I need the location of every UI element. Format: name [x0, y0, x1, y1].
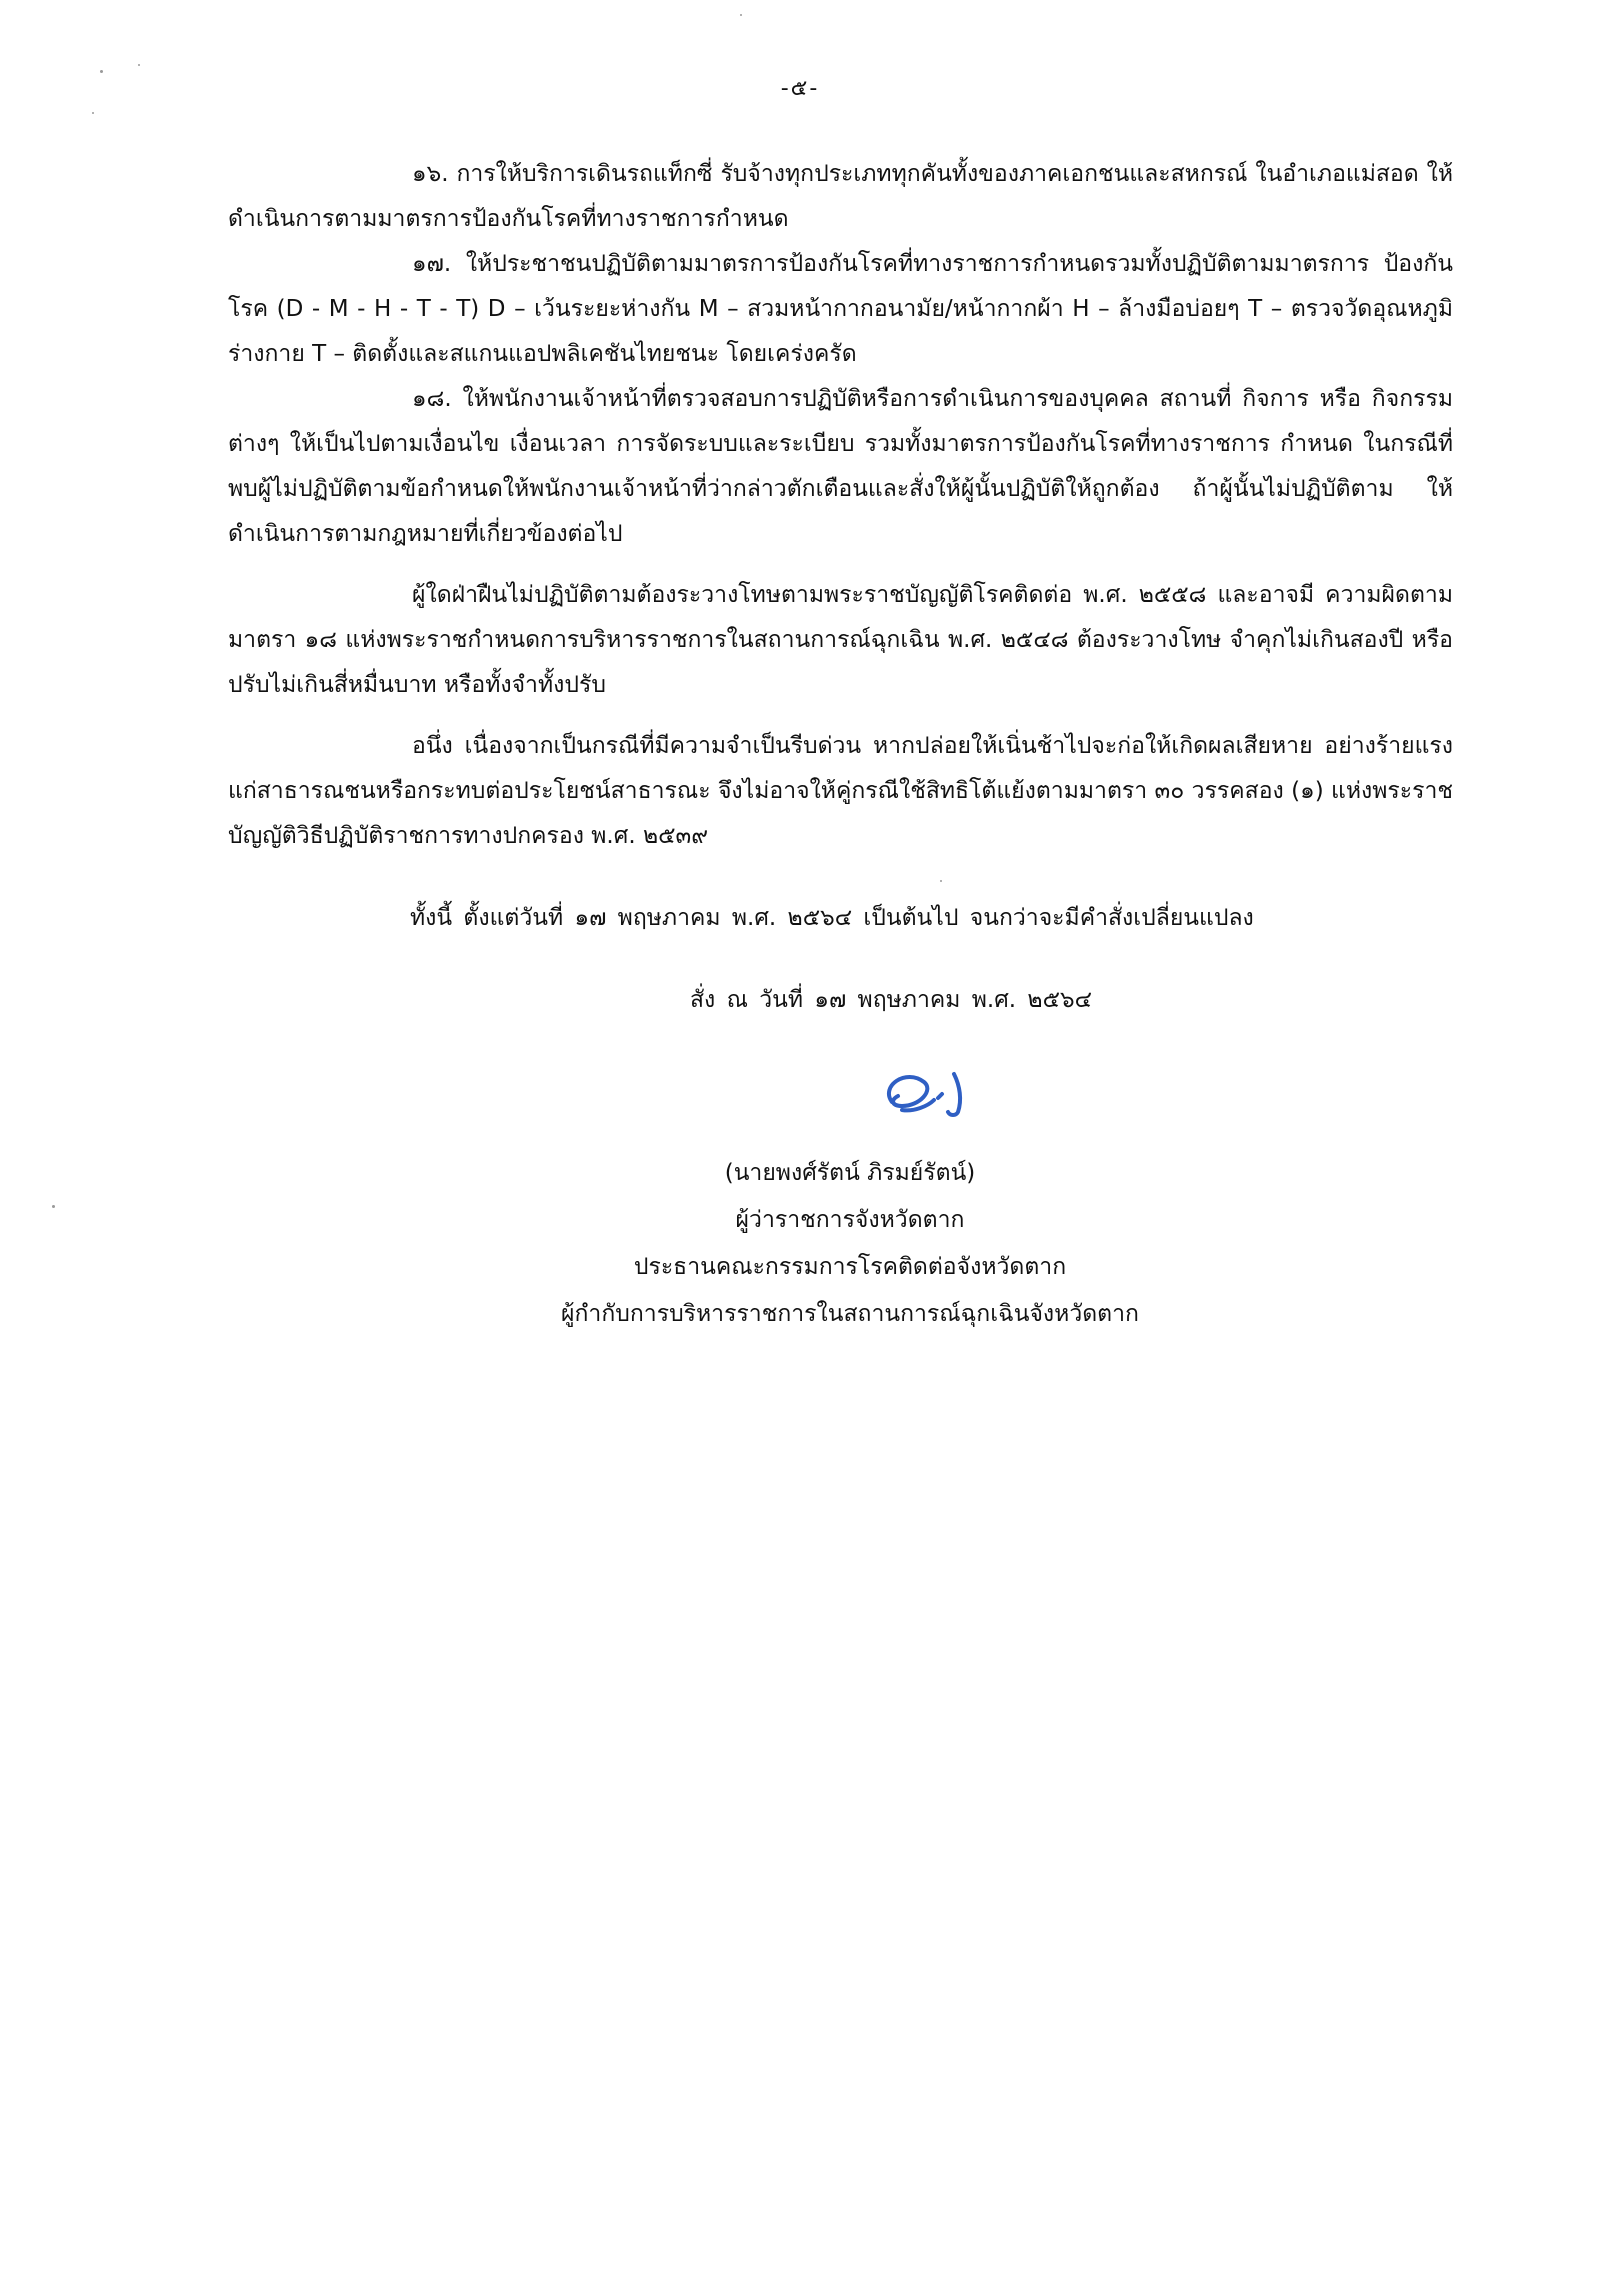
- scan-speck: [138, 64, 140, 66]
- page-number: -๕-: [780, 76, 820, 101]
- scan-speck: [92, 112, 94, 114]
- signatory-title-committee: ประธานคณะกรรมการโรคติดต่อจังหวัดตาก: [633, 1254, 1067, 1280]
- scan-speck: [940, 880, 942, 882]
- scan-speck: [52, 1205, 55, 1208]
- scan-speck: [740, 14, 742, 16]
- order-date-line: สั่ง ณ วันที่ ๑๗ พฤษภาคม พ.ศ. ๒๕๖๔: [690, 987, 1092, 1013]
- clause-16: ๑๖. การให้บริการเดินรถแท็กซี่ รับจ้างทุกประเภททุกคันทั้งของภาคเอกชนและสหกรณ์ ในอำเภอแม่สอด ให้ดำเนินการตามมาตรการป้องกันโรคที่ทางราชการกำหนด: [228, 161, 1453, 232]
- document-body: [228, 152, 1453, 859]
- scan-speck: [100, 70, 103, 73]
- effective-date-line: ทั้งนี้ ตั้งแต่วันที่ ๑๗ พฤษภาคม พ.ศ. ๒๕๖๔ เป็นต้นไป จนกว่าจะมีคำสั่งเปลี่ยนแปลง: [410, 905, 1254, 931]
- signatory-block: [500, 1150, 1200, 1338]
- urgency-paragraph: อนึ่ง เนื่องจากเป็นกรณีที่มีความจำเป็นรีบด่วน หากปล่อยให้เนิ่นช้าไปจะก่อให้เกิดผลเสียหาย อย่างร้ายแรงแก่สาธารณชนหรือกระทบต่อประโยชน์สาธารณะ จึงไม่อาจให้คู่กรณีใช้สิทธิโต้แย้งตามมาตรา ๓๐ วรรคสอง (๑) แห่งพระราชบัญญัติวิธีปฏิบัติราชการทางปกครอง พ.ศ. ๒๕๓๙: [228, 733, 1453, 849]
- signatory-title-governor: ผู้ว่าราชการจังหวัดตาก: [735, 1207, 965, 1233]
- penalty-paragraph: ผู้ใดฝ่าฝืนไม่ปฏิบัติตามต้องระวางโทษตามพระราชบัญญัติโรคติดต่อ พ.ศ. ๒๕๕๘ และอาจมี ความผิดตามมาตรา ๑๘ แห่งพระราชกำหนดการบริหารราชการในสถานการณ์ฉุกเฉิน พ.ศ. ๒๕๔๘ ต้องระวางโทษ จำคุกไม่เกินสองปี หรือปรับไม่เกินสี่หมื่นบาท หรือทั้งจำทั้งปรับ: [228, 582, 1453, 698]
- signatory-name: (นายพงศ์รัตน์ ภิรมย์รัตน์): [724, 1160, 976, 1186]
- clause-17: ๑๗. ให้ประชาชนปฏิบัติตามมาตรการป้องกันโรคที่ทางราชการกำหนดรวมทั้งปฏิบัติตามมาตรการ ป้องกันโรค (D - M - H - T - T) D – เว้นระยะห่างกัน M – สวมหน้ากากอนามัย/หน้ากากผ้า H – ล้างมือบ่อยๆ T – ตรวจวัดอุณหภูมิร่างกาย T – ติดตั้งและสแกนแอปพลิเคชันไทยชนะ โดยเคร่งครัด: [228, 251, 1453, 367]
- clause-18: ๑๘. ให้พนักงานเจ้าหน้าที่ตรวจสอบการปฏิบัติหรือการดำเนินการของบุคคล สถานที่ กิจการ หรือ กิจกรรมต่างๆ ให้เป็นไปตามเงื่อนไข เงื่อนเวลา การจัดระบบและระเบียบ รวมทั้งมาตรการป้องกันโรคที่ทางราชการ กำหนด ในกรณีที่พบผู้ไม่ปฏิบัติตามข้อกำหนดให้พนักงานเจ้าหน้าที่ว่ากล่าวตักเตือนและสั่งให้ผู้นั้นปฏิบัติให้ถูกต้อง ถ้าผู้นั้นไม่ปฏิบัติตาม ให้ดำเนินการตามกฎหมายที่เกี่ยวข้องต่อไป: [228, 386, 1453, 547]
- signatory-title-emergency: ผู้กำกับการบริหารราชการในสถานการณ์ฉุกเฉินจังหวัดตาก: [561, 1301, 1139, 1327]
- signature-image: [862, 1060, 1012, 1130]
